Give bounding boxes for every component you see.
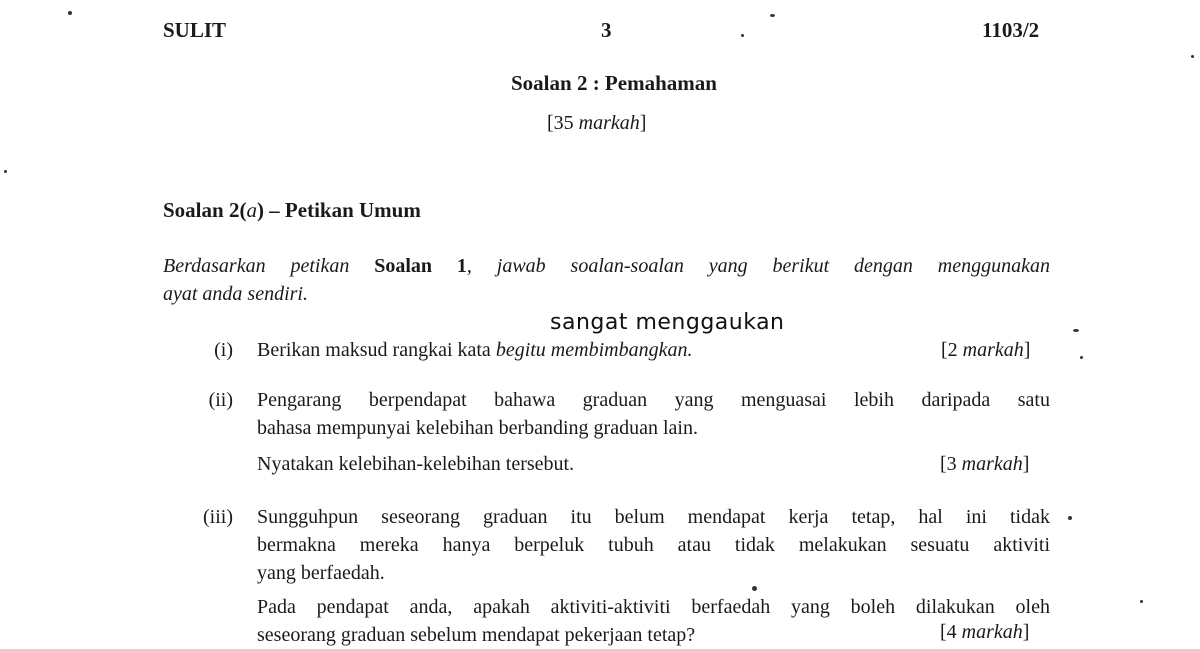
question-text: Berikan maksud rangkai kata begitu membimbangkan.	[257, 339, 693, 361]
question-number: (i)	[214, 339, 233, 361]
question-subtext: Nyatakan kelebihan-kelebihan tersebut.	[257, 453, 575, 475]
scan-speck	[741, 34, 744, 37]
header-left: SULIT	[163, 18, 227, 42]
question-marks: [2 markah]	[941, 339, 1031, 361]
scan-speck	[1080, 356, 1083, 359]
handwritten-answer: sangat menggaukan	[550, 310, 785, 335]
question-text: Pengarang berpendapat bahawa graduan yang menguasai lebih daripada satu bahasa mempunyai kelebihan berbanding graduan lain.	[257, 389, 1050, 439]
question-marks: [4 markah]	[940, 621, 1030, 643]
question-text: Sungguhpun seseorang graduan itu belum mendapat kerja tetap, hal ini tidak bermakna mereka hanya berpeluk tubuh atau tidak melakukan sesuatu aktiviti yang berfaedah.	[257, 506, 1050, 584]
scan-speck	[4, 170, 7, 173]
scan-speck	[1191, 55, 1194, 58]
question-subtext: Pada pendapat anda, apakah aktiviti-aktiviti berfaedah yang boleh dilakukan oleh seseorang graduan sebelum mendapat pekerjaan tetap?	[257, 596, 1050, 646]
header-right: 1103/2	[982, 18, 1040, 42]
question-number: (iii)	[203, 506, 233, 528]
question-number: (ii)	[208, 389, 233, 411]
section-title: Soalan 2 : Pemahaman	[511, 71, 717, 95]
scan-speck	[1073, 329, 1079, 332]
section-marks: [35 markah]	[547, 112, 647, 134]
page-number: 3	[601, 18, 612, 42]
scan-speck	[68, 11, 72, 15]
scan-speck	[1140, 600, 1143, 603]
scan-speck	[1068, 516, 1072, 520]
scan-speck	[752, 586, 757, 591]
scan-speck	[770, 14, 775, 17]
instruction: Berdasarkan petikan Soalan 1, jawab soalan-soalan yang berikut dengan menggunakan ayat anda sendiri.	[163, 255, 1050, 305]
question-marks: [3 markah]	[940, 453, 1030, 475]
subsection-title: Soalan 2(a) – Petikan Umum	[163, 198, 421, 222]
